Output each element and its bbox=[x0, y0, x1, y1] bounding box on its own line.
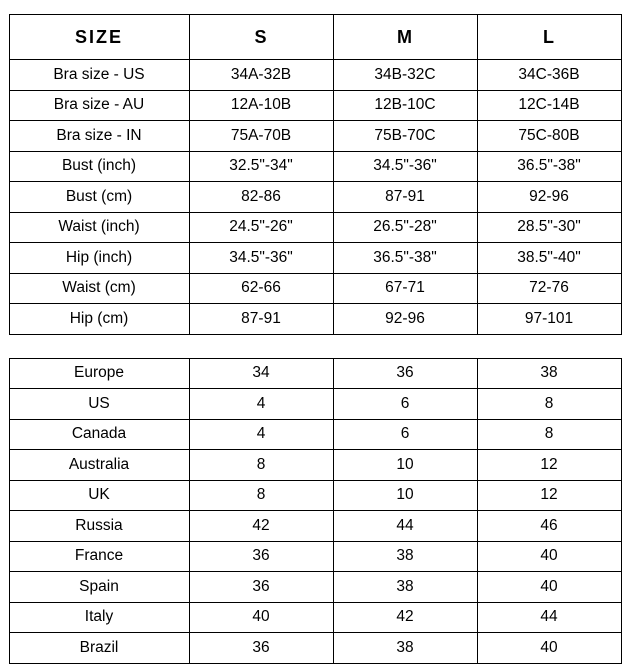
row-label: Russia bbox=[9, 511, 189, 542]
cell-s: 4 bbox=[189, 389, 333, 420]
row-label: Waist (cm) bbox=[9, 273, 189, 304]
cell-s: 24.5"-26" bbox=[189, 212, 333, 243]
row-label: Waist (inch) bbox=[9, 212, 189, 243]
cell-m: 26.5"-28" bbox=[333, 212, 477, 243]
table-row bbox=[9, 572, 621, 603]
cell-l: 92-96 bbox=[477, 182, 621, 213]
table-row bbox=[9, 633, 621, 664]
row-label: Hip (inch) bbox=[9, 243, 189, 274]
cell-m: 6 bbox=[333, 419, 477, 450]
table-row bbox=[9, 121, 621, 152]
row-label: Spain bbox=[9, 572, 189, 603]
row-label: Bust (inch) bbox=[9, 151, 189, 182]
cell-s: 34 bbox=[189, 358, 333, 389]
row-label: Bra size - IN bbox=[9, 121, 189, 152]
size-measurements-table bbox=[9, 14, 622, 335]
cell-m: 87-91 bbox=[333, 182, 477, 213]
cell-m: 44 bbox=[333, 511, 477, 542]
table-row bbox=[9, 389, 621, 420]
cell-s: 8 bbox=[189, 450, 333, 481]
row-label: France bbox=[9, 541, 189, 572]
cell-l: 40 bbox=[477, 633, 621, 664]
row-label: Bra size - US bbox=[9, 60, 189, 91]
cell-l: 40 bbox=[477, 572, 621, 603]
cell-m: 75B-70C bbox=[333, 121, 477, 152]
cell-l: 12C-14B bbox=[477, 90, 621, 121]
row-label: Bra size - AU bbox=[9, 90, 189, 121]
cell-s: 32.5"-34" bbox=[189, 151, 333, 182]
cell-s: 87-91 bbox=[189, 304, 333, 335]
column-header-s: S bbox=[189, 15, 333, 60]
cell-m: 12B-10C bbox=[333, 90, 477, 121]
cell-m: 10 bbox=[333, 480, 477, 511]
cell-m: 34.5"-36" bbox=[333, 151, 477, 182]
cell-m: 6 bbox=[333, 389, 477, 420]
table-row bbox=[9, 480, 621, 511]
cell-l: 44 bbox=[477, 602, 621, 633]
cell-m: 38 bbox=[333, 572, 477, 603]
table-row bbox=[9, 450, 621, 481]
cell-l: 12 bbox=[477, 450, 621, 481]
table-row bbox=[9, 182, 621, 213]
row-label: Australia bbox=[9, 450, 189, 481]
cell-s: 36 bbox=[189, 572, 333, 603]
international-size-table bbox=[9, 358, 622, 664]
cell-l: 40 bbox=[477, 541, 621, 572]
cell-m: 38 bbox=[333, 633, 477, 664]
cell-s: 34.5"-36" bbox=[189, 243, 333, 274]
cell-s: 4 bbox=[189, 419, 333, 450]
cell-m: 36 bbox=[333, 358, 477, 389]
cell-l: 28.5"-30" bbox=[477, 212, 621, 243]
cell-s: 82-86 bbox=[189, 182, 333, 213]
table-row bbox=[9, 419, 621, 450]
table-row bbox=[9, 151, 621, 182]
cell-s: 36 bbox=[189, 541, 333, 572]
cell-s: 62-66 bbox=[189, 273, 333, 304]
row-label: Bust (cm) bbox=[9, 182, 189, 213]
cell-s: 40 bbox=[189, 602, 333, 633]
cell-m: 67-71 bbox=[333, 273, 477, 304]
cell-s: 8 bbox=[189, 480, 333, 511]
cell-m: 34B-32C bbox=[333, 60, 477, 91]
row-label: Canada bbox=[9, 419, 189, 450]
cell-l: 75C-80B bbox=[477, 121, 621, 152]
table-row bbox=[9, 602, 621, 633]
column-header-size: SIZE bbox=[9, 15, 189, 60]
table-row bbox=[9, 273, 621, 304]
table-row bbox=[9, 358, 621, 389]
table-header-row bbox=[9, 15, 621, 60]
cell-m: 42 bbox=[333, 602, 477, 633]
cell-l: 97-101 bbox=[477, 304, 621, 335]
table-row bbox=[9, 60, 621, 91]
cell-l: 34C-36B bbox=[477, 60, 621, 91]
cell-s: 75A-70B bbox=[189, 121, 333, 152]
row-label: Italy bbox=[9, 602, 189, 633]
cell-l: 8 bbox=[477, 389, 621, 420]
cell-s: 36 bbox=[189, 633, 333, 664]
column-header-l: L bbox=[477, 15, 621, 60]
cell-l: 72-76 bbox=[477, 273, 621, 304]
cell-l: 12 bbox=[477, 480, 621, 511]
table-row bbox=[9, 541, 621, 572]
cell-m: 38 bbox=[333, 541, 477, 572]
table-row bbox=[9, 304, 621, 335]
cell-l: 36.5"-38" bbox=[477, 151, 621, 182]
cell-l: 46 bbox=[477, 511, 621, 542]
cell-m: 10 bbox=[333, 450, 477, 481]
table-row bbox=[9, 511, 621, 542]
cell-s: 34A-32B bbox=[189, 60, 333, 91]
cell-l: 38 bbox=[477, 358, 621, 389]
cell-m: 36.5"-38" bbox=[333, 243, 477, 274]
cell-l: 8 bbox=[477, 419, 621, 450]
cell-m: 92-96 bbox=[333, 304, 477, 335]
row-label: US bbox=[9, 389, 189, 420]
row-label: Hip (cm) bbox=[9, 304, 189, 335]
table-row bbox=[9, 243, 621, 274]
row-label: Europe bbox=[9, 358, 189, 389]
cell-s: 12A-10B bbox=[189, 90, 333, 121]
column-header-m: M bbox=[333, 15, 477, 60]
row-label: UK bbox=[9, 480, 189, 511]
cell-l: 38.5"-40" bbox=[477, 243, 621, 274]
table-row bbox=[9, 212, 621, 243]
row-label: Brazil bbox=[9, 633, 189, 664]
cell-s: 42 bbox=[189, 511, 333, 542]
table-row bbox=[9, 90, 621, 121]
